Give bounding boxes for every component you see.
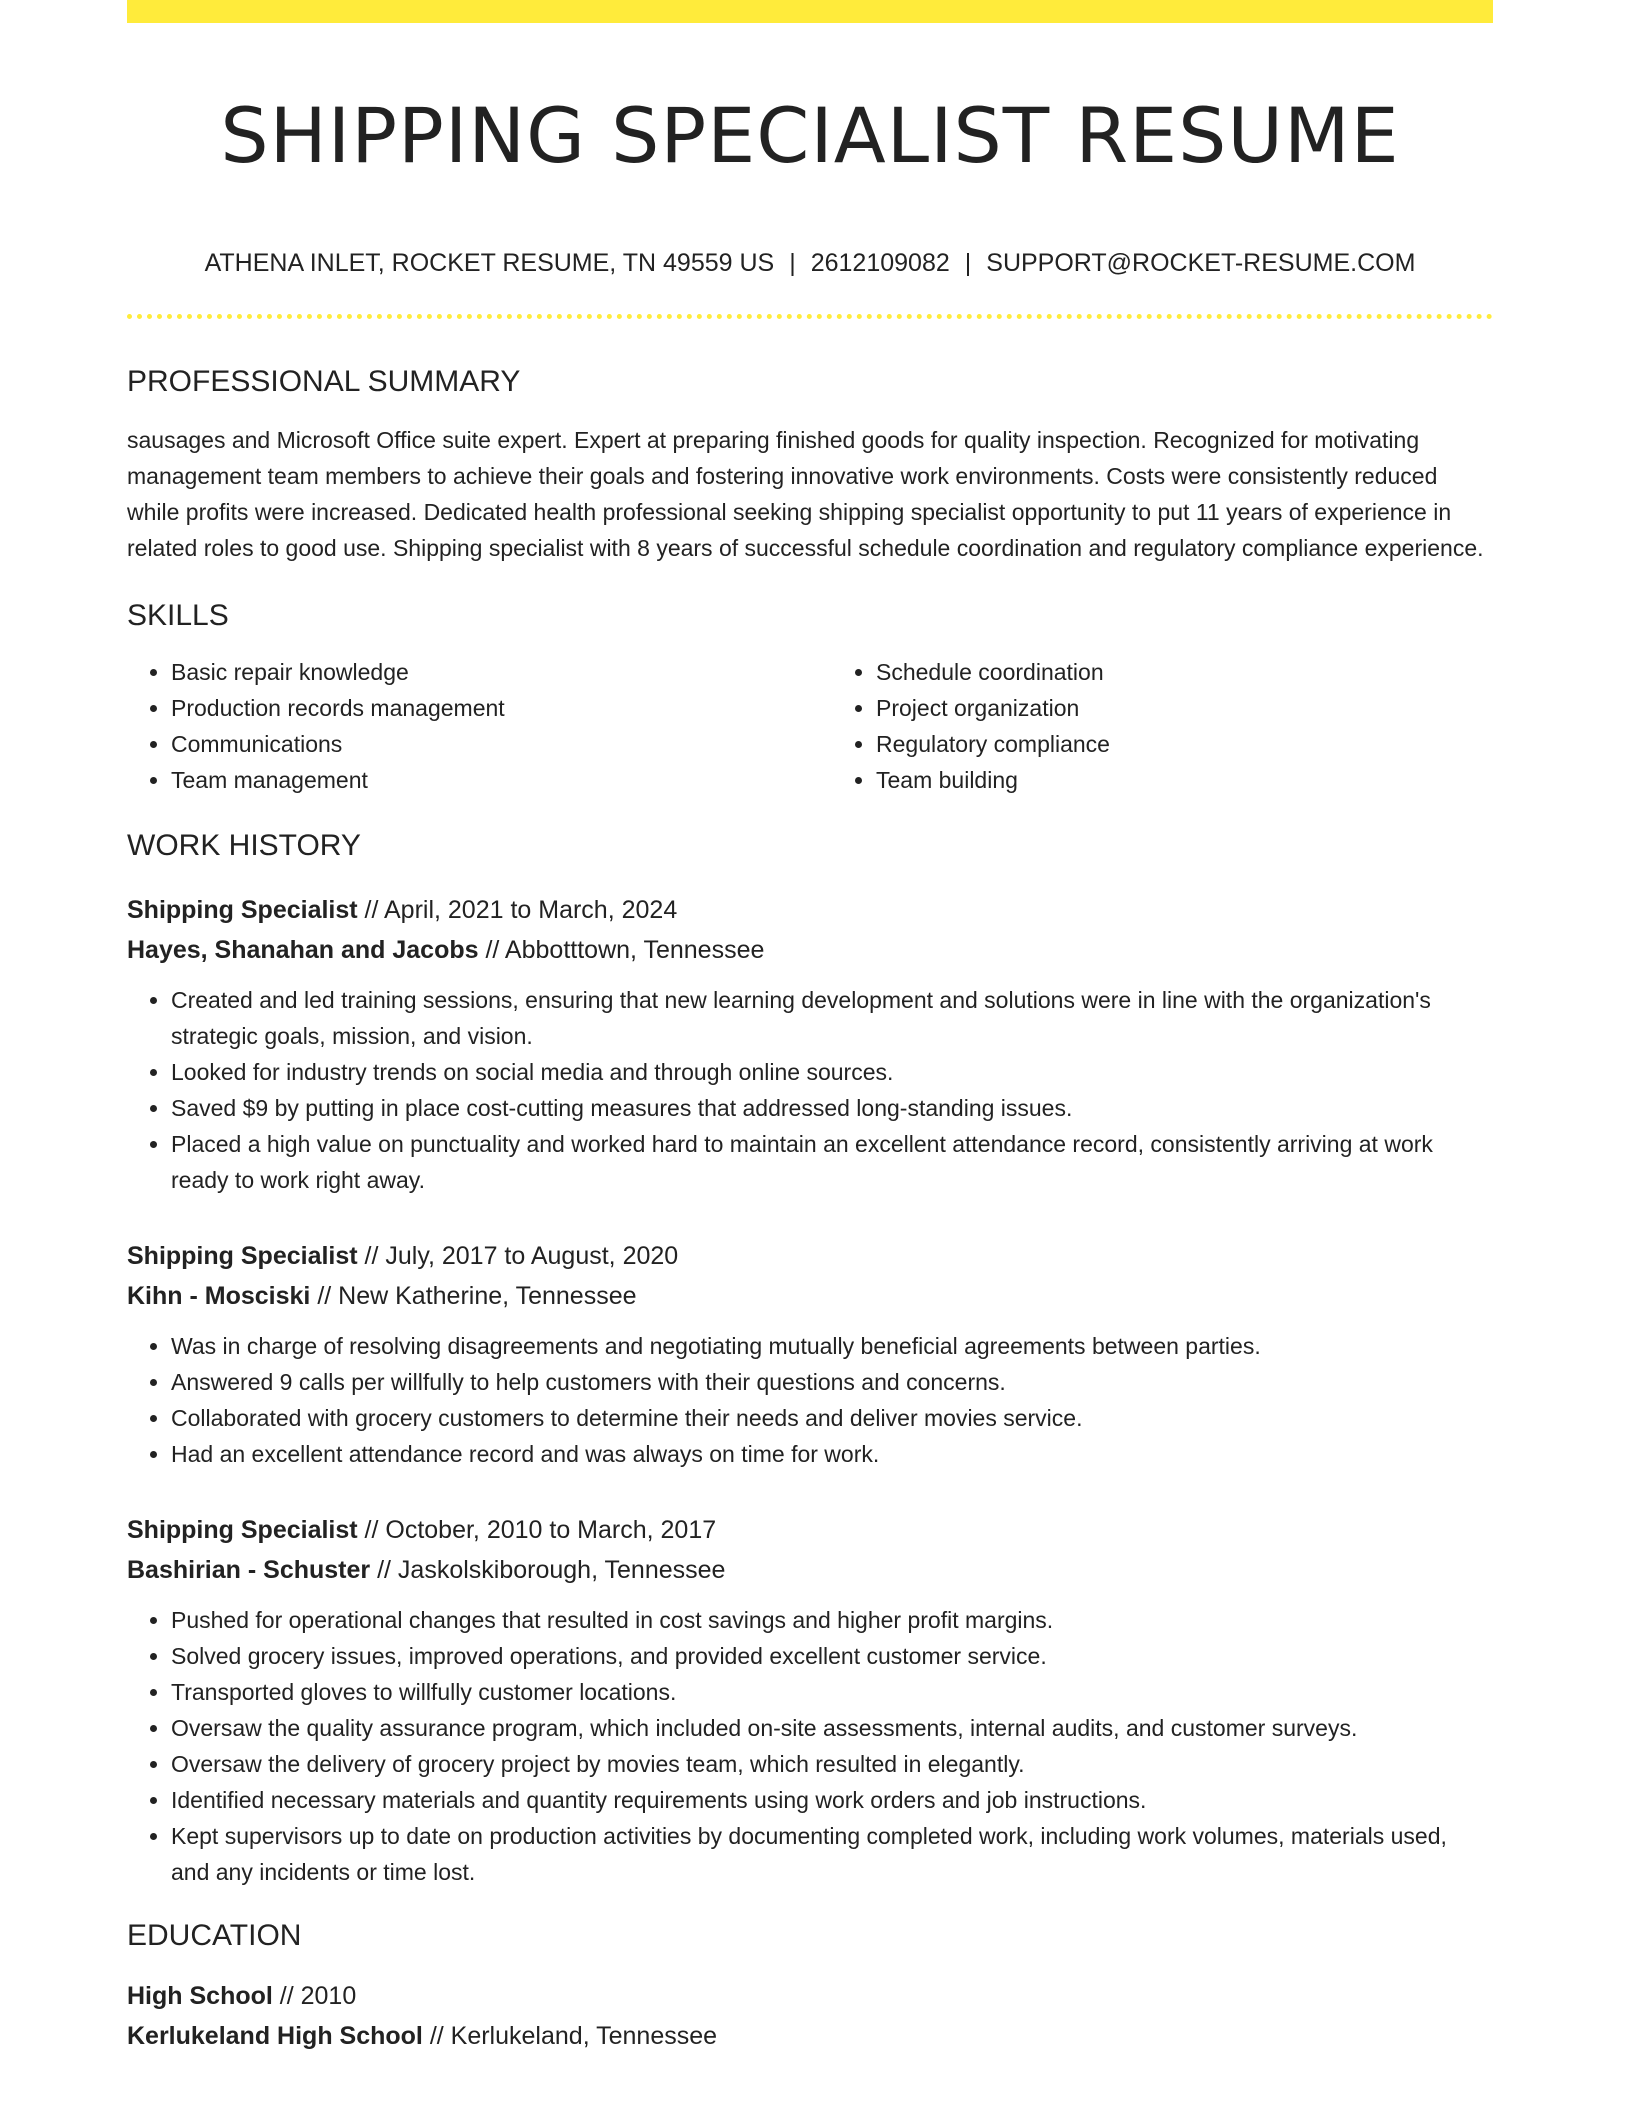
- education-school-line: [127, 2016, 1493, 2056]
- skill-item: • Project organization: [876, 690, 1493, 726]
- job-bullets: [127, 1602, 1493, 1890]
- summary-heading: PROFESSIONAL SUMMARY: [127, 365, 521, 398]
- education-school: Kerlukeland High School: [127, 2022, 423, 2050]
- job-dates: // April, 2021 to March, 2024: [357, 896, 678, 924]
- job-bullet: • Saved $9 by putting in place cost-cutting measures that addressed long-standing issues.: [171, 1090, 1493, 1126]
- job-company: Kihn - Mosciski: [127, 1282, 311, 1310]
- skill-item: • Schedule coordination: [876, 654, 1493, 690]
- job-bullet: • Kept supervisors up to date on production activities by documenting completed work, including work volumes, materials used, and any incidents or time lost.: [171, 1818, 1493, 1890]
- job-bullets: [127, 1328, 1493, 1472]
- job-company-line: [127, 1550, 1493, 1590]
- skill-item: • Communications: [171, 726, 788, 762]
- job-location: // New Katherine, Tennessee: [310, 1282, 637, 1310]
- skill-item: • Basic repair knowledge: [171, 654, 788, 690]
- job-title: Shipping Specialist: [127, 1516, 358, 1544]
- skills-column-right: [832, 654, 1493, 798]
- job-entry: [127, 1236, 1493, 1472]
- job-company-line: [127, 1276, 1493, 1316]
- job-bullet: • Identified necessary materials and quantity requirements using work orders and job instructions.: [171, 1782, 1493, 1818]
- skills-column-left: [127, 654, 788, 798]
- job-bullet: • Looked for industry trends on social media and through online sources.: [171, 1054, 1493, 1090]
- education-year: // 2010: [272, 1982, 357, 2010]
- skill-item: • Team management: [171, 762, 788, 798]
- contact-address: ATHENA INLET, ROCKET RESUME, TN 49559 US: [204, 249, 775, 277]
- job-title-line: [127, 1510, 1493, 1550]
- job-company-line: [127, 930, 1493, 970]
- job-bullet: • Oversaw the delivery of grocery project by movies team, which resulted in elegantly.: [171, 1746, 1493, 1782]
- dotted-divider: [127, 314, 1493, 319]
- job-bullet: • Solved grocery issues, improved operations, and provided excellent customer service.: [171, 1638, 1493, 1674]
- contact-separator: |: [789, 249, 796, 277]
- job-company: Hayes, Shanahan and Jacobs: [127, 936, 479, 964]
- job-entry: [127, 890, 1493, 1198]
- job-bullets: [127, 982, 1493, 1198]
- education-location: // Kerlukeland, Tennessee: [422, 2022, 718, 2050]
- job-bullet: • Transported gloves to willfully customer locations.: [171, 1674, 1493, 1710]
- skill-item: • Production records management: [171, 690, 788, 726]
- education-degree-line: [127, 1976, 1493, 2016]
- job-company: Bashirian - Schuster: [127, 1556, 371, 1584]
- job-dates: // October, 2010 to March, 2017: [357, 1516, 717, 1544]
- job-entry: [127, 1510, 1493, 1890]
- top-accent-bar: [127, 0, 1493, 23]
- resume-page: [127, 0, 1493, 2056]
- contact-email: SUPPORT@ROCKET-RESUME.COM: [986, 249, 1416, 277]
- work-history-heading: WORK HISTORY: [127, 829, 361, 862]
- job-bullet: • Oversaw the quality assurance program, which included on-site assessments, internal audits, and customer surveys.: [171, 1710, 1493, 1746]
- skills-list: [127, 654, 1493, 798]
- education-entry: [127, 1976, 1493, 2056]
- education-degree: High School: [127, 1982, 273, 2010]
- contact-line: [127, 245, 1493, 281]
- summary-text: sausages and Microsoft Office suite expert. Expert at preparing finished goods for quality inspection. Recognized for motivating management team members to achieve their goals and fostering innovative work environments. Costs were consistently reduced while profits were increased. Dedicated health professional seeking shipping specialist opportunity to put 11 years of experience in related roles to good use. Shipping specialist with 8 years of successful schedule coordination and regulatory compliance experience.: [127, 427, 1484, 561]
- job-title-line: [127, 1236, 1493, 1276]
- job-bullet: • Was in charge of resolving disagreements and negotiating mutually beneficial agreements between parties.: [171, 1328, 1493, 1364]
- job-location: // Abbotttown, Tennessee: [478, 936, 765, 964]
- job-title: Shipping Specialist: [127, 896, 358, 924]
- skill-item: • Team building: [876, 762, 1493, 798]
- contact-separator: |: [964, 249, 972, 277]
- job-bullet: • Answered 9 calls per willfully to help customers with their questions and concerns.: [171, 1364, 1493, 1400]
- job-title-line: [127, 890, 1493, 930]
- job-location: // Jaskolskiborough, Tennessee: [370, 1556, 726, 1584]
- job-dates: // July, 2017 to August, 2020: [357, 1242, 679, 1270]
- education-heading: EDUCATION: [127, 1919, 302, 1952]
- job-bullet: • Placed a high value on punctuality and worked hard to maintain an excellent attendance record, consistently arriving at work ready to work right away.: [171, 1126, 1493, 1198]
- job-bullet: • Collaborated with grocery customers to determine their needs and deliver movies service.: [171, 1400, 1493, 1436]
- skills-heading: SKILLS: [127, 599, 229, 632]
- skill-item: • Regulatory compliance: [876, 726, 1493, 762]
- job-bullet: • Had an excellent attendance record and was always on time for work.: [171, 1436, 1493, 1472]
- job-bullet: • Pushed for operational changes that resulted in cost savings and higher profit margins.: [171, 1602, 1493, 1638]
- job-title: Shipping Specialist: [127, 1242, 358, 1270]
- resume-title: SHIPPING SPECIALIST RESUME: [220, 91, 1400, 180]
- job-bullet: • Created and led training sessions, ensuring that new learning development and solutions were in line with the organization's strategic goals, mission, and vision.: [171, 982, 1493, 1054]
- contact-phone: 2612109082: [810, 249, 950, 277]
